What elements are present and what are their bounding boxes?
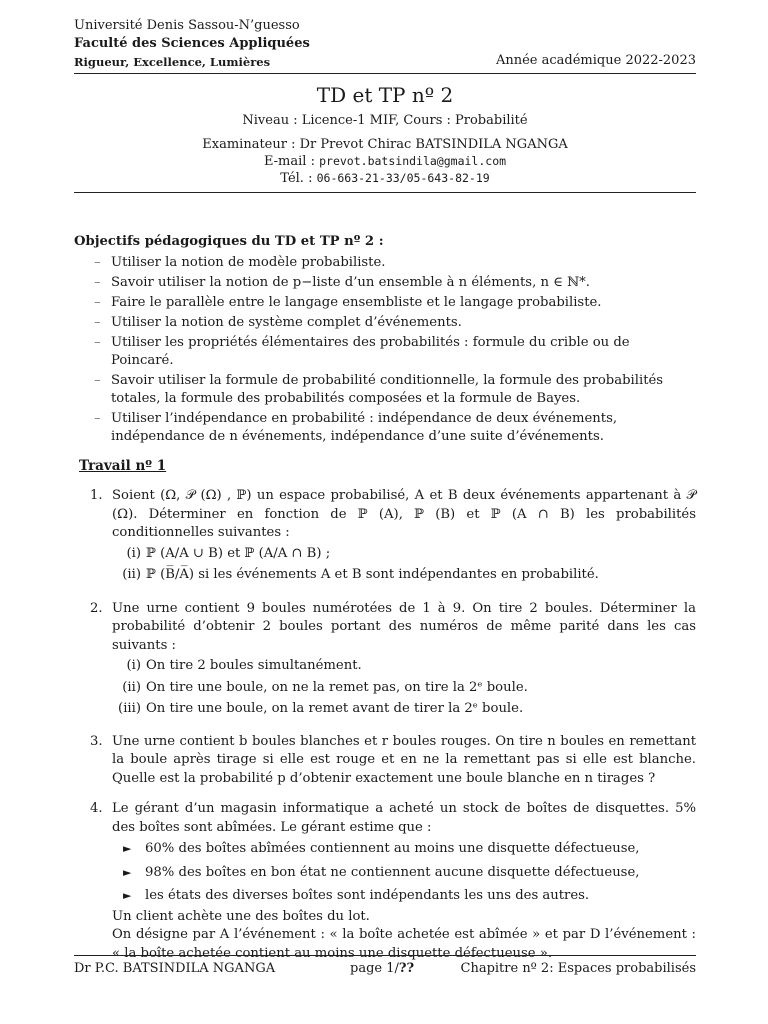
university-name: Université Denis Sassou-N’guesso xyxy=(74,18,300,33)
work-title: Travail nº 1 xyxy=(79,458,167,474)
header-divider xyxy=(74,73,696,74)
objective-item: – Utiliser les propriétés élémentaires des probabilités : formule du crible ou de Poincaré. xyxy=(94,335,630,368)
exercise-number: 4. xyxy=(90,801,103,816)
bullet-item: ► les états des diverses boîtes sont indépendants les uns des autres. xyxy=(112,884,696,908)
objective-item: – Savoir utiliser la notion de p−liste d’un ensemble à n éléments, n ∈ ℕ*. xyxy=(94,275,590,290)
triangle-bullet-icon: ► xyxy=(123,865,132,879)
exercise-text: Soient (Ω, 𝒫 (Ω) , ℙ) un espace probabilisé, A et B deux événements appartenant à 𝒫 (Ω). Déterminer en fonction de ℙ (A), ℙ (B) et ℙ (A ∩ B) les probabilités conditionnelles suivantes : xyxy=(112,488,696,540)
phone-label: Tél. : xyxy=(280,171,317,186)
bullet-item: ► 60% des boîtes abîmées contiennent au moins une disquette défectueuse, xyxy=(112,837,696,861)
objectives-section xyxy=(74,233,696,448)
exercises xyxy=(74,487,696,963)
objectives-list xyxy=(74,254,696,446)
page-number: page 1/?? xyxy=(350,961,415,976)
exercise-2 xyxy=(74,600,696,720)
sub-item: (i) On tire 2 boules simultanément. xyxy=(126,658,362,673)
objective-item: – Utiliser l’indépendance en probabilité : indépendance de deux événements, indépendance de n événements, indépendance d’une suite d’événements. xyxy=(94,411,618,444)
examiner-line: Examinateur : Dr Prevot Chirac BATSINDILA NGANGA xyxy=(202,137,568,152)
objectives-title: Objectifs pédagogiques du TD et TP nº 2 : xyxy=(74,234,384,249)
exercise-2-items xyxy=(112,655,696,720)
exercise-text: Un client achète une des boîtes du lot. xyxy=(112,908,370,924)
objective-item: – Savoir utiliser la formule de probabilité conditionnelle, la formule des probabilités totales, la formule des probabilités composées et la formule de Bayes. xyxy=(94,373,664,406)
objective-item: – Faire le parallèle entre le langage ensembliste et le langage probabiliste. xyxy=(94,295,602,310)
email-label: E-mail : xyxy=(263,154,320,169)
email-line xyxy=(74,153,696,170)
exercise-1-items xyxy=(112,543,696,586)
faculty-name: Faculté des Sciences Appliquées xyxy=(74,36,310,51)
sub-item: (ii) ℙ (B̅/A̅) si les événements A et B sont indépendantes en probabilité. xyxy=(122,567,599,582)
exercise-text: Le gérant d’un magasin informatique a acheté un stock de boîtes de disquettes. 5% des boîtes sont abîmées. Le gérant estime que : xyxy=(112,801,696,835)
exercise-number: 2. xyxy=(90,600,103,616)
exercise-4 xyxy=(74,800,696,963)
sub-item: (ii) On tire une boule, on ne la remet pas, on tire la 2ᵉ boule. xyxy=(122,679,528,695)
sub-item: (i) ℙ (A/A ∪ B) et ℙ (A/A ∩ B) ; xyxy=(126,545,331,561)
sub-item: (iii) On tire une boule, on la remet avant de tirer la 2ᵉ boule. xyxy=(118,701,524,716)
footer-chapter: Chapitre nº 2: Espaces probabilisés xyxy=(460,961,696,976)
footer-divider xyxy=(74,955,696,956)
exercise-number: 1. xyxy=(90,488,103,503)
objective-item: – Utiliser la notion de modèle probabiliste. xyxy=(94,255,386,270)
footer-author: Dr P.C. BATSINDILA NGANGA xyxy=(74,961,276,976)
phone-number: 06-663-21-33/05-643-82-19 xyxy=(316,171,490,185)
motto: Rigueur, Excellence, Lumières xyxy=(74,55,271,69)
exercise-text: Une urne contient b boules blanches et r boules rouges. On tire n boules en remettant la boule après tirage si elle est rouge et en ne la remettant pas si elle est blanche. Quelle est la probabilité p d’obtenir exactement une boule blanche en n tirages ? xyxy=(112,733,696,786)
exercise-3 xyxy=(74,733,696,789)
level-line: Niveau : Licence-1 MIF, Cours : Probabilité xyxy=(242,113,528,128)
exercise-text: Une urne contient 9 boules numérotées de 1 à 9. On tire 2 boules. Déterminer la probabilité d’obtenir 2 boules portant des numéros de même parité dans les cas suivants : xyxy=(112,600,696,653)
academic-year: Année académique 2022-2023 xyxy=(495,53,696,68)
exercise-text: On désigne par A l’événement : « la boîte achetée est abîmée » et par D l’événement : « la boîte achetée contient au moins une disquette défectueuse ». xyxy=(112,927,696,961)
page-title: TD et TP nº 2 xyxy=(316,83,454,107)
title-block xyxy=(74,82,696,187)
phone-line xyxy=(74,170,696,187)
objective-item: – Utiliser la notion de système complet d’événements. xyxy=(94,315,462,330)
email-address: prevot.batsindila@gmail.com xyxy=(319,154,507,168)
exercise-number: 3. xyxy=(90,733,103,749)
title-divider xyxy=(74,192,696,193)
header xyxy=(74,17,696,71)
triangle-bullet-icon: ► xyxy=(123,842,132,855)
bullet-item: ► 98% des boîtes en bon état ne contiennent aucune disquette défectueuse, xyxy=(112,861,696,885)
triangle-bullet-icon: ► xyxy=(123,889,132,902)
exercise-1 xyxy=(74,487,696,586)
